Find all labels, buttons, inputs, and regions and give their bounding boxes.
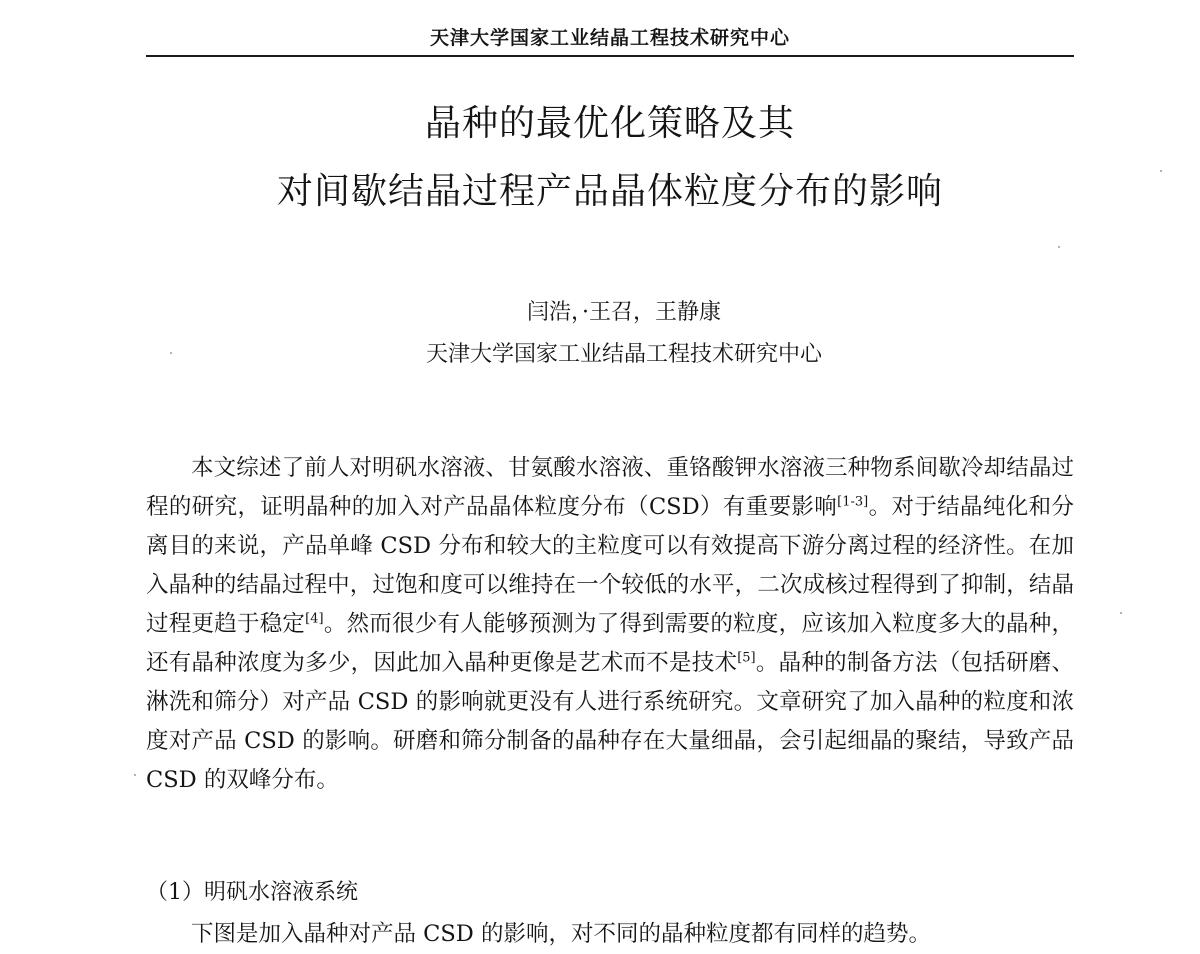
affiliation: 天津大学国家工业结晶工程技术研究中心 xyxy=(425,342,822,367)
body-paragraph-2: 下图是加入晶种对产品 CSD 的影响，对不同的晶种粒度都有同样的趋势。 xyxy=(191,921,931,947)
header-rule xyxy=(146,55,1074,57)
scan-speck xyxy=(1160,170,1162,172)
authors: 闫浩，·王召，王静康 xyxy=(527,300,721,325)
title-line-1: 晶种的最优化策略及其 xyxy=(424,103,795,144)
title-line-2: 对间歇结晶过程产品晶体粒度分布的影响 xyxy=(276,171,943,212)
scan-speck xyxy=(1120,612,1122,614)
body-paragraph xyxy=(146,449,1074,800)
citation-3: [5] xyxy=(737,650,756,666)
body-text-part-2: 。对于结晶纯化和分离目的来说，产品单峰 CSD 分布和较大的主粒度可以有效提高下游分离过程的经济性。在加入晶种的结晶过程中，过饱和度可以维持在一个较低的水平，二次成核过程得到了抑制，结晶过程更趋于稳定 xyxy=(146,494,1074,637)
body-text-part-1: 本文综述了前人对明矾水溶液、甘氨酸水溶液、重铬酸钾水溶液三种物系间歇冷却结晶过程的研究，证明晶种的加入对产品晶体粒度分布（CSD）有重要影响 xyxy=(146,455,1074,520)
body-text-part-4: 。晶种的制备方法（包括研磨、淋洗和筛分）对产品 CSD 的影响就更没有人进行系统研究。文章研究了加入晶种的粒度和浓度对产品 CSD 的影响。研磨和筛分制备的晶种存在大量细晶，会引起细晶的聚结，导致产品 CSD 的双峰分布。 xyxy=(146,650,1074,793)
body-text-part-3: 。然而很少有人能够预测为了得到需要的粒度，应该加入粒度多大的晶种，还有晶种浓度为多少，因此加入晶种更像是艺术而不是技术 xyxy=(146,611,1074,676)
scan-speck xyxy=(1058,246,1060,248)
citation-2: [4] xyxy=(305,611,324,627)
section-heading: （1）明矾水溶液系统 xyxy=(146,880,358,905)
running-header: 天津大学国家工业结晶工程技术研究中心 xyxy=(429,27,790,49)
scan-speck xyxy=(170,352,172,354)
citation-1: [1-3] xyxy=(837,494,869,510)
scan-speck xyxy=(134,774,136,776)
